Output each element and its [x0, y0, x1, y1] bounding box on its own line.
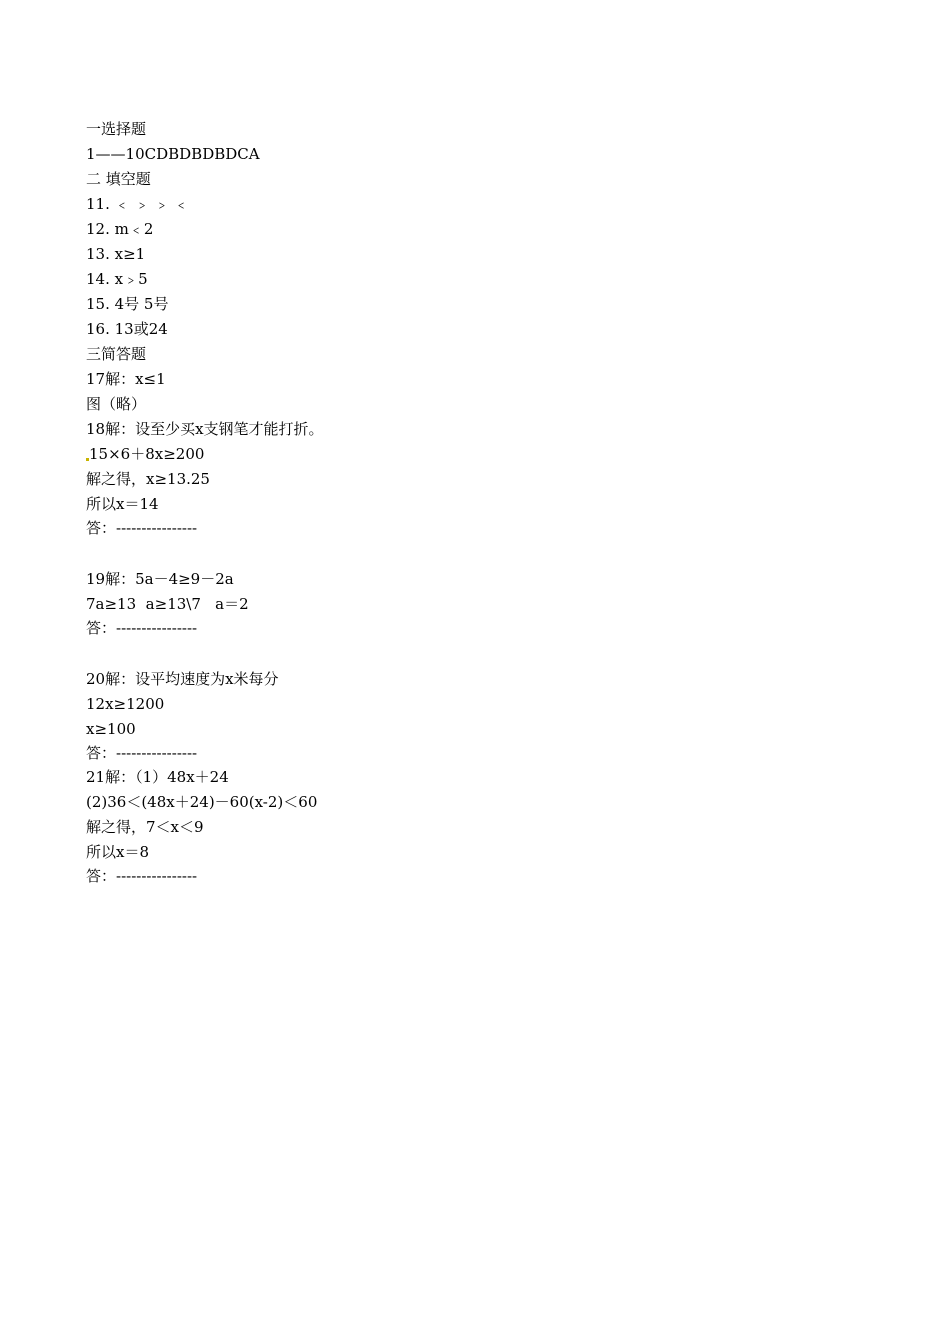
q21-part2: (2)36＜(48x＋24)－60(x-2)＜60	[86, 793, 318, 811]
answer-content	[86, 117, 866, 888]
q18-inequality-text: 15×6＋8x≥200	[89, 445, 205, 463]
q18-result: 所以x＝14	[86, 495, 159, 513]
q20-setup: 20解：设平均速度为x米每分	[86, 670, 279, 688]
spacer	[86, 640, 866, 667]
choice-answers: 1——10CDBDBDBDCA	[86, 145, 260, 163]
q19-inequality: 19解：5a－4≥9－2a	[86, 570, 234, 588]
q17-solution: 17解：x≤1	[86, 370, 166, 388]
q19-answer: 答：----------------	[86, 619, 198, 637]
fill-answer-11: 11. ﹤ ﹥ ﹥ ﹤	[86, 195, 189, 213]
fill-answer-12: 12. m﹤2	[86, 220, 154, 238]
q18-setup: 18解：设至少买x支钢笔才能打折。	[86, 420, 324, 438]
q21-solve: 解之得，7＜x＜9	[86, 818, 204, 836]
q21-result: 所以x＝8	[86, 843, 150, 861]
section-title-short: 三简答题	[86, 345, 147, 363]
q18-inequality	[86, 442, 866, 467]
spacer	[86, 540, 866, 567]
fill-answer-13: 13. x≥1	[86, 245, 146, 263]
q17-figure-note: 图（略）	[86, 395, 147, 413]
q19-solve: 7a≥13 a≥13\7 a＝2	[86, 595, 249, 613]
fill-answer-16: 16. 13或24	[86, 320, 168, 338]
q20-solve: x≥100	[86, 720, 136, 738]
section-title-choice: 一选择题	[86, 120, 147, 138]
q21-answer: 答：----------------	[86, 867, 198, 885]
q20-inequality: 12x≥1200	[86, 695, 165, 713]
q18-answer: 答：----------------	[86, 519, 198, 537]
q21-part1: 21解：（1）48x＋24	[86, 768, 229, 786]
fill-answer-14: 14. x﹥5	[86, 270, 148, 288]
section-title-fill: 二 填空题	[86, 170, 151, 188]
q18-solve: 解之得，x≥13.25	[86, 470, 210, 488]
fill-answer-15: 15. 4号 5号	[86, 295, 169, 313]
q20-answer: 答：----------------	[86, 744, 198, 762]
